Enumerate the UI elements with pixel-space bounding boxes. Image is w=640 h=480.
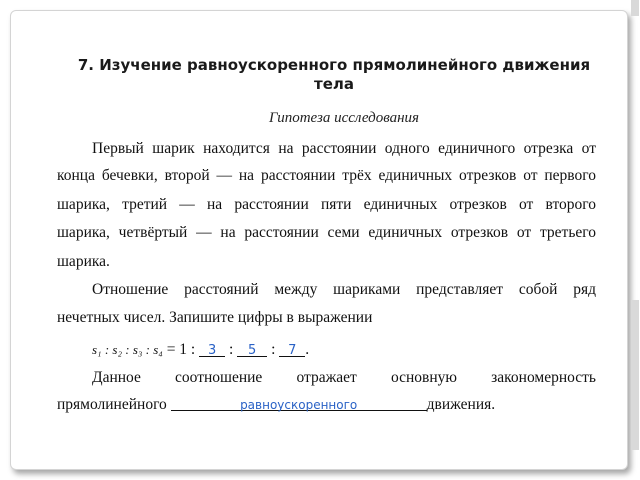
- answer-3: 7: [288, 343, 297, 358]
- title-line-1: 7. Изучение равноускоренного прямолинейного движения: [77, 56, 591, 74]
- answer-4: равноускоренного: [240, 398, 358, 412]
- formula-colon-2: :: [271, 341, 276, 358]
- title-line-2: тела: [314, 75, 354, 93]
- formula-colon-1: :: [229, 341, 234, 358]
- p1-line-1: Первый шарик находится на расстоянии одного единичного отрезка от: [92, 140, 596, 157]
- answer-2: 5: [248, 343, 257, 358]
- p1-line-5: шарика.: [57, 253, 110, 270]
- p3-end: движения.: [426, 396, 496, 413]
- answer-1: 3: [207, 343, 217, 358]
- formula-end: .: [305, 341, 310, 358]
- p1-line-4: шарика, четвёртый — на расстоянии семи единичных отрезков от третьего: [57, 224, 596, 241]
- answer-blank-1[interactable]: [199, 341, 225, 357]
- slide-title: [40, 56, 628, 94]
- answer-blank-4[interactable]: [171, 396, 427, 411]
- p2-line-1: Отношение расстояний между шариками представляет собой ряд: [92, 281, 596, 298]
- answer-blank-2[interactable]: [237, 341, 267, 357]
- p3-line-1: Данное соотношение отражает основную закономерность: [92, 369, 596, 386]
- right-edge-bar-top: [631, 0, 639, 16]
- answer-blank-3[interactable]: [279, 341, 305, 357]
- p1-line-3: шарика, третий — на расстоянии пяти единичных отрезков от второго: [57, 196, 596, 213]
- subtitle: Гипотеза исследования: [268, 110, 420, 126]
- formula-eq: = 1 :: [166, 341, 196, 358]
- p3-line-2: [57, 396, 596, 414]
- formula-lhs: s₁ : s₂ : s₃ : s₄: [92, 342, 163, 357]
- right-edge-bar-bottom: [631, 300, 639, 450]
- ratio-formula: [92, 341, 309, 359]
- p3-start: прямолинейного: [57, 396, 167, 413]
- p2-line-2: нечетных чисел. Запишите цифры в выражении: [57, 309, 373, 326]
- p1-line-2: конца бечевки, второй — на расстоянии трёх единичных отрезков от первого: [57, 167, 596, 184]
